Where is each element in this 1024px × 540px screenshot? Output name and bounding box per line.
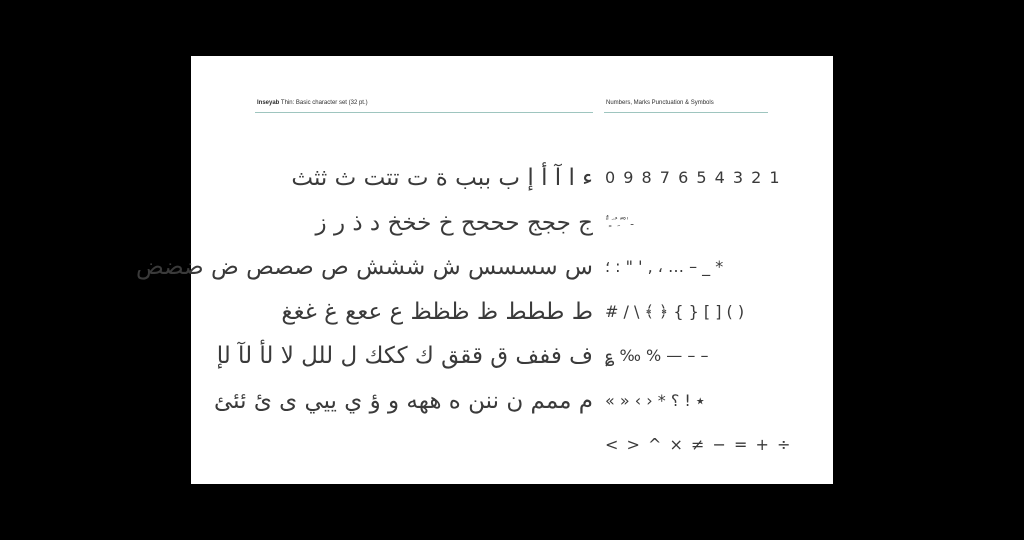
- arabic-row: س سسسس ش ششش ص صصص ض ضضض: [136, 254, 593, 280]
- heading-rule-left: [255, 112, 593, 113]
- arabic-row: ء ا آ أ إ ب ببب ة ت تتت ث ثثث: [291, 165, 593, 191]
- font-name: Inseyab: [257, 100, 280, 106]
- marks-row: « » ‹ › * ٭ ! ؟: [605, 390, 705, 410]
- math-symbols-row: < > ^ × ≠ − = + ÷: [605, 435, 792, 454]
- arabic-row: ف ففف ق ققق ك ككك ل للل لا لأ لآ لإ: [216, 343, 593, 369]
- arabic-row: م ممم ن ننن ه ههه و ؤ ي ييي ى ئ ئئئ: [214, 387, 593, 414]
- arabic-row: ط ططط ظ ظظظ ع ععع غ غغغ: [281, 298, 593, 325]
- heading-rule-right: [604, 112, 768, 113]
- arabic-character-grid: [136, 156, 593, 423]
- symbols-grid: [605, 156, 792, 468]
- diacritics-row: ً ٌ ٍ َ ُ ِ ّ ْ ٰ ـ: [605, 217, 634, 228]
- character-set-subtitle: Thin: Basic character set (32 pt.): [279, 100, 368, 106]
- punctuation-row: ؛ : " ' , ، … – _ *: [605, 257, 724, 276]
- numbers-row: 0 9 8 7 6 5 4 3 2 1: [605, 168, 782, 187]
- character-set-heading: [257, 100, 368, 106]
- brackets-row: # / \ ﴾ ﴿ { } [ ] ( ): [605, 301, 745, 321]
- arabic-row: ج ججج حححح خ خخخ د ذ ر ز: [315, 209, 593, 236]
- dashes-row: ؏ ‰ % — – –: [605, 346, 709, 365]
- specimen-page: [136, 56, 833, 484]
- symbols-heading: Numbers, Marks Punctuation & Symbols: [606, 100, 714, 106]
